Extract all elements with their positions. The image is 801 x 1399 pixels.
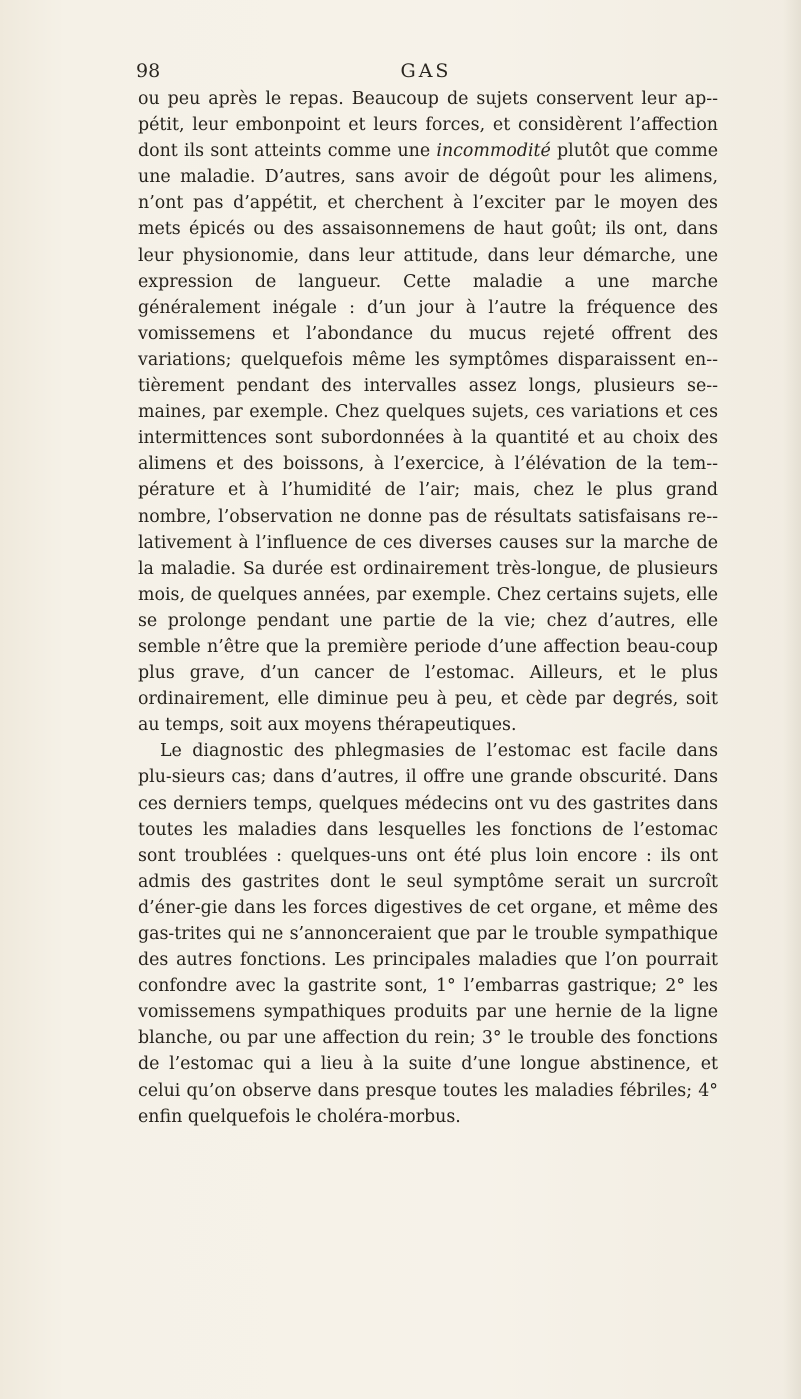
paragraph-text: plutôt que comme une maladie. D’autres, sans avoir de dégoût pour les alimens, n’ont pas d’appétit, et cherchent à l’exciter par le moyen des mets épicés ou des assaisonnemens de haut goût; ils ont, dans leur physionomie, dans leur attitude, dans leur démarche, une expression de langueur. Cette maladie a une marche généralement inégale : d’un jour à l’autre la fréquence des vomissemens et l’abondance du mucus rejeté offrent des variations; quelquefois même les symptômes disparaissent en-tièrement pendant des intervalles assez longs, plusieurs se-maines, par exemple. Chez quelques sujets, ces variations et ces intermittences sont subordonnées à la quantité et au choix des alimens et des boissons, à l’exercice, à l’élévation de la tem-pérature et à l’humidité de l’air; mais, chez le plus grand nombre, l’observation ne donne pas de résultats satisfaisans re-lativement à l’influence de ces diverses causes sur la marche de la maladie. Sa durée est ordinairement très-longue, de plusieurs mois, de quelques années, par exemple. Chez certains sujets, elle se prolonge pendant une partie de la vie; chez d’autres, elle semble n’être que la première periode d’une affection beau-coup plus grave, d’un cancer de l’estomac. Ailleurs, et le plus ordinairement, elle diminue peu à peu, et cède par degrés, soit au temps, soit aux moyens thérapeutiques. xyxy=(138,141,718,736)
running-title: GAS xyxy=(400,60,452,82)
paragraph-continuation xyxy=(138,86,718,738)
body-text xyxy=(138,86,718,1130)
paragraph-text: Le diagnostic des phlegmasies de l’estomac est facile dans plu-sieurs cas; dans d’autres, il offre une grande obscurité. Dans ces derniers temps, quelques médecins ont vu des gastrites dans toutes les maladies dans lesquelles les fonctions de l’estomac sont troublées : quelques-uns ont été plus loin encore : ils ont admis des gastrites dont le seul symptôme serait un surcroît d’éner-gie dans les forces digestives de cet organe, et même des gas-trites qui ne s’annonceraient que par le trouble sympathique des autres fonctions. Les principales maladies que l’on pourrait confondre avec la gastrite sont, 1° l’embarras gastrique; 2° les vomissemens sympathiques produits par une hernie de la ligne blanche, ou par une affection du rein; 3° le trouble des fonctions de l’estomac qui a lieu à la suite d’une longue abstinence, et celui qu’on observe dans presque toutes les maladies fébriles; 4° enfin quelquefois le choléra-morbus. xyxy=(138,741,718,1127)
page-number: 98 xyxy=(136,60,161,82)
page-edge-shadow xyxy=(783,0,801,1399)
paragraph-diagnostic xyxy=(138,738,718,1129)
emphasized-term: incommodité xyxy=(436,141,551,162)
paragraph-text: ou peu après le repas. Beaucoup de sujets conservent leur ap-pétit, leur embonpoint et leurs forces, et considèrent l’affection dont ils sont atteints comme une xyxy=(138,89,718,162)
